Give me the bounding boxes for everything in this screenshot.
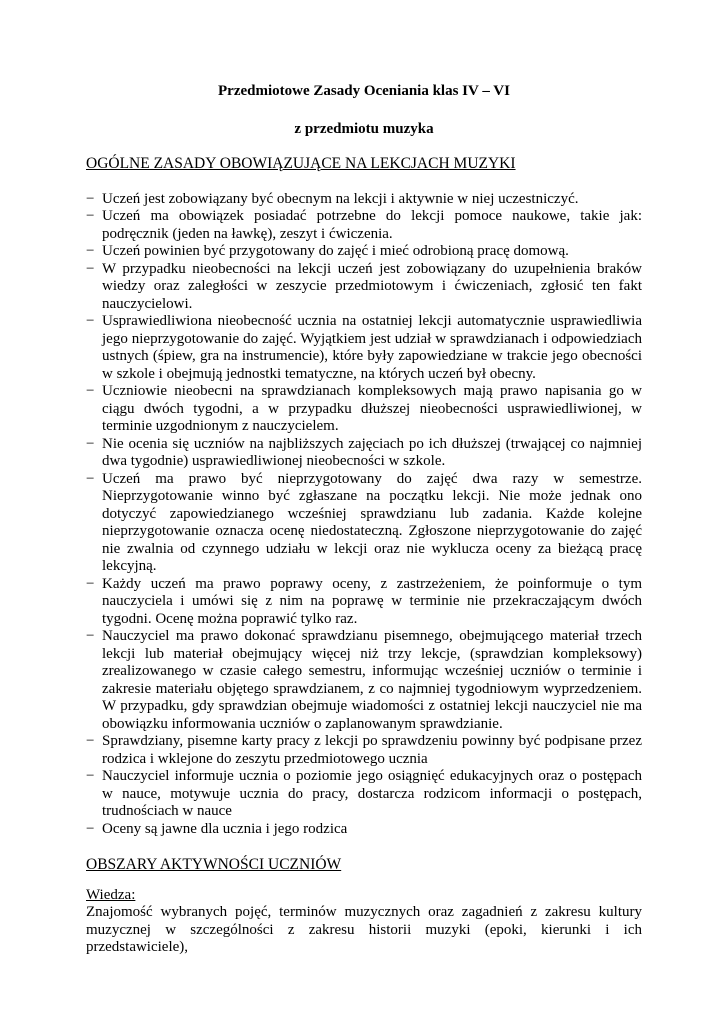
dash-bullet: − (86, 470, 95, 487)
list-item-text: W przypadku nieobecności na lekcji uczeń jest zobowiązany do uzupełnienia braków wiedzy oraz zaległości w zeszycie przedmiotowym i ćwiczeniach, zgłosić ten fakt nauczycielowi. (102, 260, 642, 312)
dash-bullet: − (86, 190, 95, 207)
list-item (86, 768, 642, 821)
rules-list (86, 191, 642, 839)
dash-bullet: − (86, 628, 95, 644)
list-item (86, 243, 642, 261)
knowledge-paragraph: Znajomość wybranych pojęć, terminów muzycznych oraz zagadnień z zakresu kultury muzycznej w szczególności z zakresu historii muzyki (epoki, kierunki i ich przedstawiciele), (86, 904, 642, 955)
list-item-text: Uczeń ma prawo być nieprzygotowany do zajęć dwa razy w semestrze. Nieprzygotowanie winno być zgłaszane na początku lekcji. Nie może jednak ono dotyczyć zapowiedzianego wcześniej sprawdzianu lub zadania. Każde kolejne nieprzygotowanie oznacza ocenę niedostateczną. Zgłoszone nieprzygotowanie do zajęć nie zwalnia od czynnego udziału w lekcji oraz nie wyklucza oceny za bieżącą pracę lekcyjną. (102, 470, 642, 574)
list-item (86, 733, 642, 768)
list-item (86, 208, 642, 243)
list-item-text: Sprawdziany, pisemne karty pracy z lekcji po sprawdzeniu powinny być podpisane przez rodzica i wklejone do zeszytu przedmiotowego ucznia (102, 733, 642, 767)
list-item (86, 436, 642, 471)
dash-bullet: − (86, 733, 95, 749)
section-heading-activity-areas: OBSZARY AKTYWNOŚCI UCZNIÓW (86, 856, 342, 873)
list-item (86, 628, 642, 733)
dash-bullet: − (86, 768, 95, 784)
dash-bullet: − (86, 260, 95, 277)
list-item-text: Nie ocenia się uczniów na najbliższych zajęciach po ich dłuższej (trwającej co najmniej dwa tygodnie) usprawiedliwionej nieobecności w szkole. (102, 435, 642, 469)
list-item (86, 821, 642, 839)
dash-bullet: − (86, 208, 95, 224)
list-item (86, 313, 642, 383)
list-item-text: Nauczyciel informuje ucznia o poziomie jego osiągnięć edukacyjnych oraz o postępach w nauce, motywuje ucznia do pracy, dostarcza rodzicom informacji o postępach, trudnościach w nauce (102, 768, 642, 819)
list-item-text: Uczeń powinien być przygotowany do zajęć i mieć odrobioną pracę domową. (102, 243, 569, 259)
document-page (86, 83, 642, 957)
list-item (86, 383, 642, 436)
dash-bullet: − (86, 313, 95, 329)
list-item-text: Każdy uczeń ma prawo poprawy oceny, z zastrzeżeniem, że poinformuje o tym nauczyciela i umówi się z nim na poprawę w terminie nie przekraczającym dwóch tygodni. Ocenę można poprawić tylko raz. (102, 575, 642, 627)
dash-bullet: − (86, 575, 95, 592)
section-heading-general-rules: OGÓLNE ZASADY OBOWIĄZUJĄCE NA LEKCJACH MUZYKI (86, 155, 516, 172)
list-item-text: Uczeń ma obowiązek posiadać potrzebne do lekcji pomoce naukowe, takie jak: podręcznik (jeden na ławkę), zeszyt i ćwiczenia. (102, 208, 642, 242)
dash-bullet: − (86, 383, 95, 399)
list-item-text: Nauczyciel ma prawo dokonać sprawdzianu pisemnego, obejmującego materiał trzech lekcji lub materiał obejmujący więcej niż trzy lekcje, (sprawdzian kompleksowy) zrealizowanego w czasie całego semestru, informując wcześniej uczniów o terminie i zakresie materiału objętego sprawdzianem, z co najmniej tygodniowym wyprzedzeniem. W przypadku, gdy sprawdzian obejmuje wiadomości z ostatniej lekcji nauczyciel nie ma obowiązku informowania uczniów o zaplanowanym sprawdzianie. (102, 628, 642, 732)
list-item-text: Uczeń jest zobowiązany być obecnym na lekcji i aktywnie w niej uczestniczyć. (102, 190, 579, 207)
subheading-knowledge: Wiedza: (86, 886, 136, 903)
list-item (86, 191, 642, 209)
list-item (86, 576, 642, 629)
list-item (86, 471, 642, 576)
list-item-text: Uczniowie nieobecni na sprawdzianach kompleksowych mają prawo napisania go w ciągu dwóch tygodni, a w przypadku dłuższej nieobecności usprawiedliwionej, w terminie uzgodnionym z nauczycielem. (102, 383, 642, 434)
document-subtitle: z przedmiotu muzyka (294, 120, 434, 137)
dash-bullet: − (86, 820, 95, 837)
dash-bullet: − (86, 435, 95, 452)
list-item-text: Usprawiedliwiona nieobecność ucznia na ostatniej lekcji automatycznie usprawiedliwia jego nieprzygotowanie do zajęć. Wyjątkiem jest udział w sprawdzianach i odpowiedziach ustnych (śpiew, gra na instrumencie), które były zapowiedziane w trakcie jego obecności w szkole i obejmują jednostki tematyczne, na których uczeń był obecny. (102, 313, 642, 382)
document-title: Przedmiotowe Zasady Oceniania klas IV – VI (218, 83, 510, 99)
dash-bullet: − (86, 243, 95, 259)
list-item-text: Oceny są jawne dla ucznia i jego rodzica (102, 820, 348, 837)
list-item (86, 261, 642, 314)
